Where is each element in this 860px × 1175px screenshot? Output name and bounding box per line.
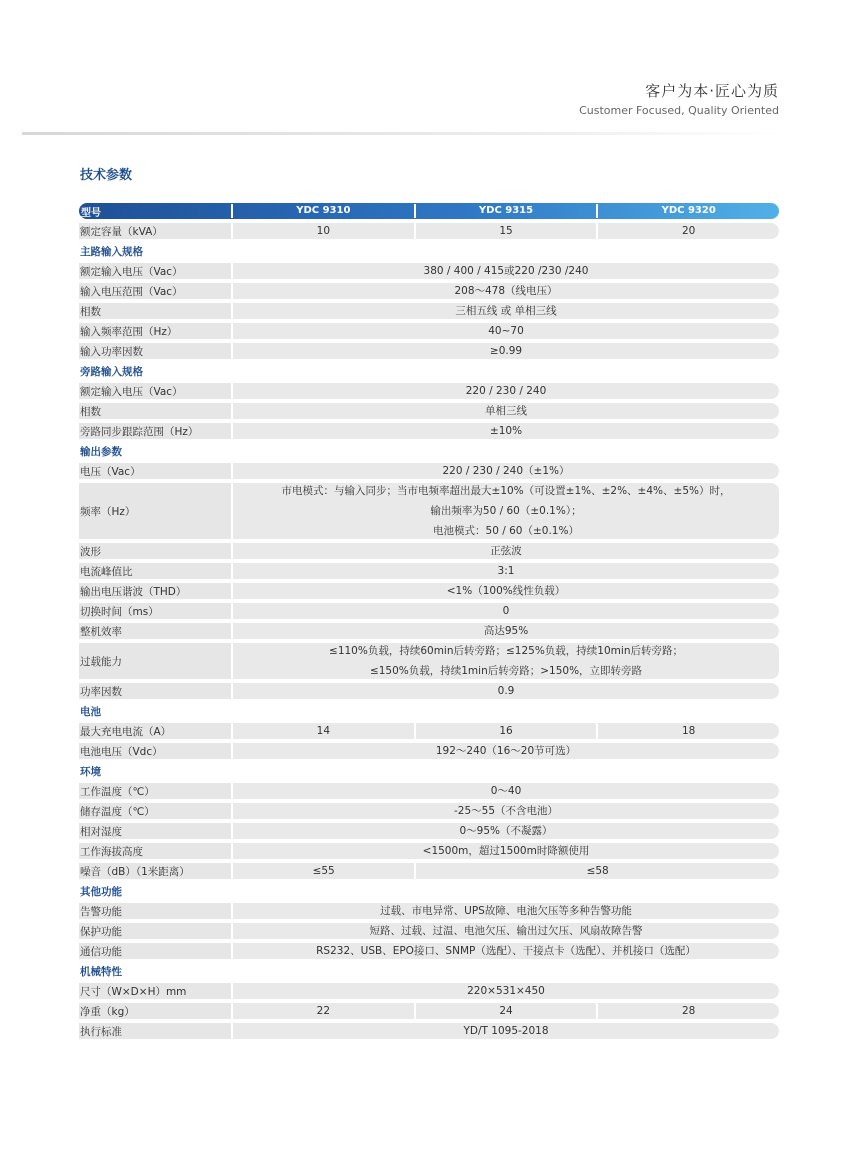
value-cell: 0.9 [233, 683, 779, 699]
value-cell: 40~70 [233, 323, 779, 339]
group-heading: 电池 [80, 705, 101, 718]
row-label: 告警功能 [79, 903, 231, 919]
slogan-en: Customer Focused, Quality Oriented [579, 104, 779, 117]
table-row [79, 623, 779, 639]
value-cell: 208～478（线电压） [233, 283, 779, 299]
row-label: 相数 [79, 303, 231, 319]
row-label: 功率因数 [79, 683, 231, 699]
table-row [79, 423, 779, 439]
value-cell: 0 [233, 603, 779, 619]
value-cell: 0～40 [233, 783, 779, 799]
group-heading: 环境 [80, 765, 101, 778]
table-row [79, 223, 779, 239]
value-line: ≤110%负载，持续60min后转旁路；≤125%负载，持续10min后转旁路； [329, 645, 683, 657]
group-heading: 旁路输入规格 [80, 365, 143, 378]
header-divider [22, 132, 782, 135]
value-cell: ≤55 [233, 863, 414, 879]
value-cell: RS232、USB、EPO接口、SNMP（选配）、干接点卡（选配）、并机接口（选配） [233, 943, 779, 959]
group-heading: 主路输入规格 [80, 245, 143, 258]
value-cell: 10 [233, 223, 414, 239]
table-row [79, 383, 779, 399]
header-cell-ydc9315: YDC 9315 [478, 205, 534, 216]
row-label: 执行标准 [79, 1023, 231, 1039]
value-cell: 22 [233, 1003, 414, 1019]
table-row [79, 263, 779, 279]
value-cell: 220×531×450 [233, 983, 779, 999]
value-cell: <1500m，超过1500m时降额使用 [233, 843, 779, 859]
table-row [79, 683, 779, 699]
row-label: 电压（Vac） [79, 463, 231, 479]
value-cell: ≤58 [416, 863, 779, 879]
value-cell: 短路、过载、过温、电池欠压、输出过欠压、风扇故障告警 [233, 923, 779, 939]
table-row [79, 943, 779, 959]
table-row [79, 583, 779, 599]
value-cell-multiline [233, 483, 779, 539]
value-cell: 0～95%（不凝露） [233, 823, 779, 839]
row-label: 保护功能 [79, 923, 231, 939]
table-row [79, 923, 779, 939]
value-cell: <1%（100%线性负载） [233, 583, 779, 599]
row-label: 电池电压（Vdc） [79, 743, 231, 759]
row-label: 相对湿度 [79, 823, 231, 839]
row-label: 尺寸（W×D×H）mm [79, 983, 231, 999]
row-label: 波形 [79, 543, 231, 559]
value-cell: 正弦波 [233, 543, 779, 559]
value-cell: YD/T 1095-2018 [233, 1023, 779, 1039]
table-row [79, 823, 779, 839]
table-row [79, 743, 779, 759]
row-label: 工作温度（℃） [79, 783, 231, 799]
table-row [79, 483, 779, 539]
row-label: 切换时间（ms） [79, 603, 231, 619]
table-row [79, 903, 779, 919]
header-cell-model: 型号 [81, 207, 101, 219]
value-cell: 18 [598, 723, 779, 739]
table-row [79, 603, 779, 619]
value-cell: 三相五线 或 单相三线 [233, 303, 779, 319]
row-label: 额定输入电压（Vac） [79, 383, 231, 399]
value-cell: 220 / 230 / 240（±1%） [233, 463, 779, 479]
row-label: 相数 [79, 403, 231, 419]
row-label: 额定容量（kVA） [79, 223, 231, 239]
table-row [79, 803, 779, 819]
value-cell: 3:1 [233, 563, 779, 579]
table-row [79, 643, 779, 679]
group-heading: 机械特性 [80, 965, 122, 978]
value-cell: 过载、市电异常、UPS故障、电池欠压等多种告警功能 [233, 903, 779, 919]
table-row [79, 983, 779, 999]
value-line: ≤150%负载，持续1min后转旁路；>150%，立即转旁路 [369, 665, 643, 677]
row-label: 整机效率 [79, 623, 231, 639]
row-label: 输出电压谐波（THD） [79, 583, 231, 599]
row-label: 电流峰值比 [79, 563, 231, 579]
value-line: 电池模式：50 / 60（±0.1%） [433, 525, 579, 537]
slogan-cn: 客户为本·匠心为质 [645, 82, 779, 100]
group-heading: 其他功能 [80, 885, 122, 898]
value-cell: 24 [416, 1003, 597, 1019]
row-label: 输入频率范围（Hz） [79, 323, 231, 339]
table-row [79, 563, 779, 579]
value-cell-multiline [233, 643, 779, 679]
section-title: 技术参数 [80, 168, 133, 183]
table-row [79, 403, 779, 419]
table-row [79, 863, 779, 879]
table-row [79, 463, 779, 479]
table-row [79, 783, 779, 799]
value-cell: 15 [416, 223, 597, 239]
row-label: 通信功能 [79, 943, 231, 959]
row-label: 过载能力 [79, 643, 231, 679]
value-cell: -25～55（不含电池） [233, 803, 779, 819]
value-cell: ±10% [233, 423, 779, 439]
value-cell: 单相三线 [233, 403, 779, 419]
value-cell: 20 [598, 223, 779, 239]
row-label: 旁路同步跟踪范围（Hz） [79, 423, 231, 439]
table-row [79, 283, 779, 299]
value-cell: 28 [598, 1003, 779, 1019]
row-label: 工作海拔高度 [79, 843, 231, 859]
value-line: 市电模式：与输入同步；当市电频率超出最大±10%（可设置±1%、±2%、±4%、±5%）时， [281, 485, 731, 497]
header-cell-ydc9320: YDC 9320 [661, 205, 716, 216]
spec-table [79, 203, 779, 1043]
row-label: 输入电压范围（Vac） [79, 283, 231, 299]
row-label: 额定输入电压（Vac） [79, 263, 231, 279]
table-row [79, 343, 779, 359]
value-cell: 高达95% [233, 623, 779, 639]
row-label: 储存温度（℃） [79, 803, 231, 819]
table-row [79, 1023, 779, 1039]
table-body [79, 223, 779, 1039]
row-label: 输入功率因数 [79, 343, 231, 359]
row-label: 频率（Hz） [79, 483, 231, 539]
row-label: 净重（kg） [79, 1003, 231, 1019]
table-row [79, 1003, 779, 1019]
value-cell: 380 / 400 / 415或220 /230 /240 [233, 263, 779, 279]
table-row [79, 543, 779, 559]
value-cell: ≥0.99 [233, 343, 779, 359]
table-row [79, 843, 779, 859]
row-label: 最大充电电流（A） [79, 723, 231, 739]
value-line: 输出频率为50 / 60（±0.1%）； [430, 505, 582, 517]
header-cell-ydc9310: YDC 9310 [296, 205, 351, 216]
row-label: 噪音（dB）（1米距离） [79, 863, 231, 879]
value-cell: 192～240（16～20节可选） [233, 743, 779, 759]
table-row [79, 323, 779, 339]
table-row [79, 303, 779, 319]
value-cell: 220 / 230 / 240 [233, 383, 779, 399]
table-row [79, 723, 779, 739]
value-cell: 16 [416, 723, 597, 739]
group-heading: 输出参数 [80, 445, 122, 458]
value-cell: 14 [233, 723, 414, 739]
table-header-row [79, 203, 779, 219]
